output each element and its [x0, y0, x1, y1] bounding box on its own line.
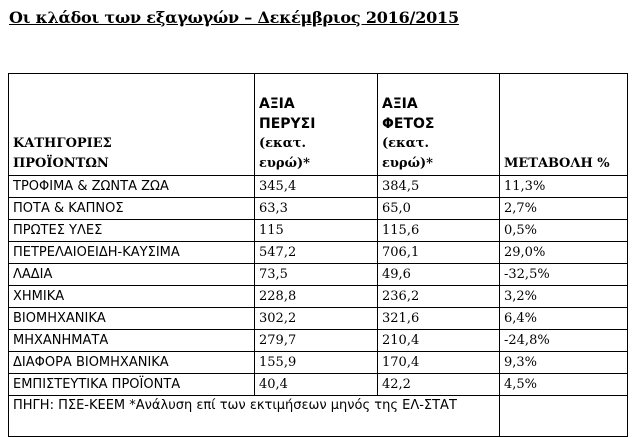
- cell-this-year: 65,0: [378, 198, 500, 220]
- cell-last-year: 345,4: [255, 176, 378, 198]
- cell-category: ΠΕΤΡΕΛΑΙΟΕΙΔΗ-ΚΑΥΣΙΜΑ: [9, 242, 255, 264]
- exports-table: [8, 73, 628, 437]
- cell-last-year: 115: [255, 220, 378, 242]
- table-footer-row: [9, 396, 628, 437]
- header-last-year-line: ΠΕΡΥΣΙ: [259, 116, 316, 132]
- cell-last-year: 279,7: [255, 330, 378, 352]
- table-row: [9, 264, 628, 286]
- cell-category: ΒΙΟΜΗΧΑΝΙΚΑ: [9, 308, 255, 330]
- cell-category: ΜΗΧΑΝΗΜΑΤΑ: [9, 330, 255, 352]
- cell-this-year: 236,2: [378, 286, 500, 308]
- page-title: Οι κλάδοι των εξαγωγών – Δεκέμβριος 2016/2015: [9, 8, 459, 27]
- cell-change: 29,0%: [500, 242, 628, 264]
- header-change: ΜΕΤΑΒΟΛΗ %: [500, 74, 628, 176]
- cell-category: ΕΜΠΙΣΤΕΥΤΙΚΑ ΠΡΟΪΟΝΤΑ: [9, 374, 255, 396]
- header-this-year-line: ΦΕΤΟΣ: [382, 116, 435, 132]
- cell-category: ΔΙΑΦΟΡΑ ΒΙΟΜΗΧΑΝΙΚΑ: [9, 352, 255, 374]
- cell-last-year: 547,2: [255, 242, 378, 264]
- cell-last-year: 73,5: [255, 264, 378, 286]
- cell-last-year: 155,9: [255, 352, 378, 374]
- header-category-line: ΚΑΤΗΓΟΡΙΕΣ: [13, 136, 112, 151]
- header-this-year-line: (εκατ.: [382, 136, 430, 151]
- cell-change: 6,4%: [500, 308, 628, 330]
- cell-last-year: 302,2: [255, 308, 378, 330]
- cell-this-year: 210,4: [378, 330, 500, 352]
- table-row: [9, 198, 628, 220]
- table-row: [9, 330, 628, 352]
- table-row: [9, 242, 628, 264]
- cell-this-year: 42,2: [378, 374, 500, 396]
- cell-this-year: 49,6: [378, 264, 500, 286]
- cell-last-year: 228,8: [255, 286, 378, 308]
- table-row: [9, 374, 628, 396]
- cell-change: 9,3%: [500, 352, 628, 374]
- cell-category: ΤΡΟΦΙΜΑ & ΖΩΝΤΑ ΖΩΑ: [9, 176, 255, 198]
- header-this-year: [378, 74, 500, 176]
- table-row: [9, 352, 628, 374]
- table-row: [9, 176, 628, 198]
- cell-category: ΧΗΜΙΚΑ: [9, 286, 255, 308]
- source-note: ΠΗΓΗ: ΠΣΕ-ΚΕΕΜ *Ανάλυση επί των εκτιμήσεων μηνός της ΕΛ-ΣΤΑΤ: [9, 396, 500, 437]
- table-row: [9, 286, 628, 308]
- cell-this-year: 115,6: [378, 220, 500, 242]
- cell-change: -24,8%: [500, 330, 628, 352]
- header-last-year-line: ΑΞΙΑ: [259, 96, 295, 112]
- cell-category: ΠΡΩΤΕΣ ΥΛΕΣ: [9, 220, 255, 242]
- header-last-year: [255, 74, 378, 176]
- table-row: [9, 220, 628, 242]
- header-this-year-line: ευρώ)*: [382, 156, 433, 171]
- cell-change: 0,5%: [500, 220, 628, 242]
- cell-category: ΛΑΔΙΑ: [9, 264, 255, 286]
- header-this-year-line: ΑΞΙΑ: [382, 96, 418, 112]
- header-last-year-line: (εκατ.: [259, 136, 307, 151]
- cell-this-year: 706,1: [378, 242, 500, 264]
- cell-last-year: 63,3: [255, 198, 378, 220]
- footer-empty-cell: [500, 396, 628, 437]
- cell-this-year: 384,5: [378, 176, 500, 198]
- cell-change: 11,3%: [500, 176, 628, 198]
- table-row: [9, 308, 628, 330]
- header-last-year-line: ευρώ)*: [259, 156, 310, 171]
- cell-this-year: 170,4: [378, 352, 500, 374]
- table-header-row: [9, 74, 628, 176]
- cell-change: -32,5%: [500, 264, 628, 286]
- cell-change: 4,5%: [500, 374, 628, 396]
- cell-last-year: 40,4: [255, 374, 378, 396]
- header-category: [9, 74, 255, 176]
- cell-category: ΠΟΤΑ & ΚΑΠΝΟΣ: [9, 198, 255, 220]
- cell-change: 3,2%: [500, 286, 628, 308]
- cell-change: 2,7%: [500, 198, 628, 220]
- cell-this-year: 321,6: [378, 308, 500, 330]
- header-category-line: ΠΡΟΪΟΝΤΩΝ: [13, 156, 109, 171]
